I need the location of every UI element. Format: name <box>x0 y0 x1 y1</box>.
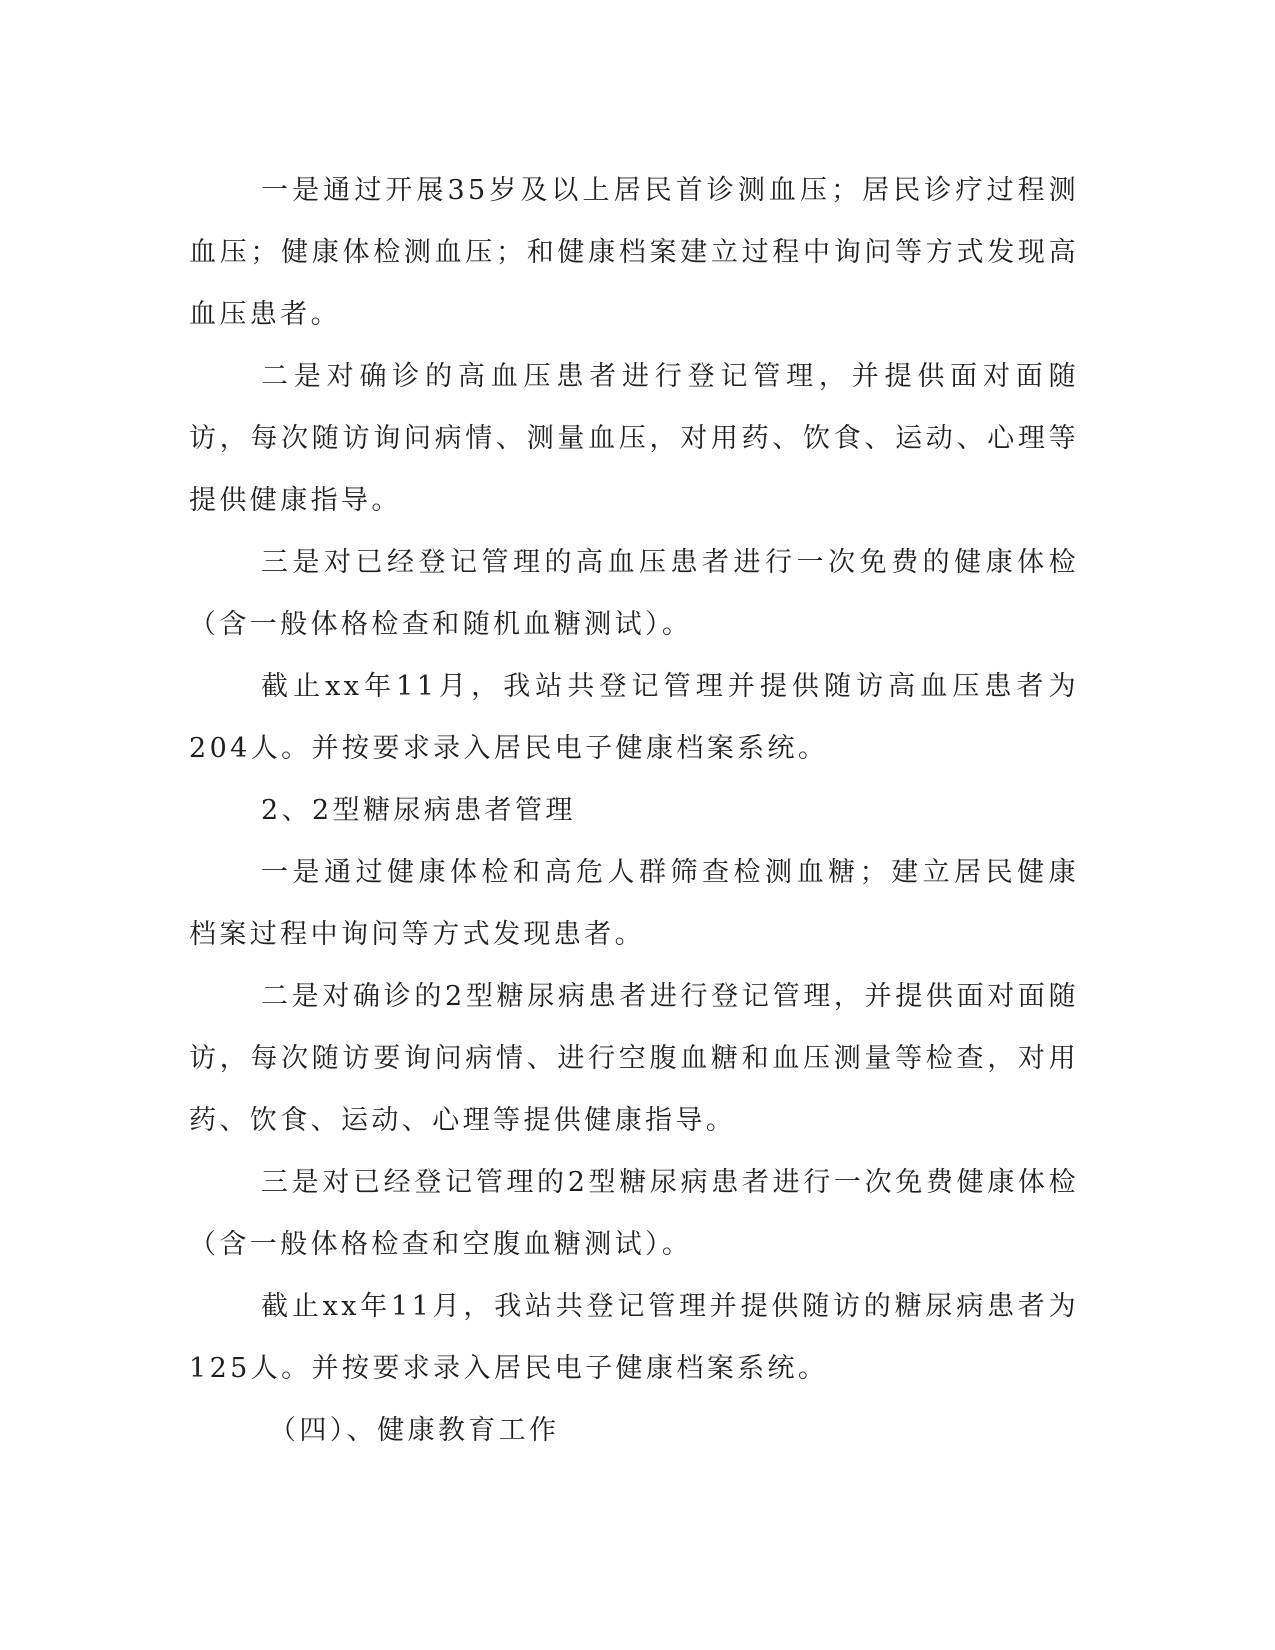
paragraph-hypertension-summary: 截止xx年11月，我站共登记管理并提供随访高血压患者为204人。并按要求录入居民电子健康档案系统。 <box>189 671 1079 764</box>
document-body <box>189 160 1079 1462</box>
paragraph-diabetes-followup: 二是对确诊的2型糖尿病患者进行登记管理，并提供面对面随访，每次随访要询问病情、进行空腹血糖和血压测量等检查，对用药、饮食、运动、心理等提供健康指导。 <box>189 981 1079 1136</box>
section-heading-health-education: （四）、健康教育工作 <box>269 1415 560 1446</box>
paragraph-diabetes-summary: 截止xx年11月，我站共登记管理并提供随访的糖尿病患者为125人。并按要求录入居民电子健康档案系统。 <box>189 1291 1079 1384</box>
paragraph-hypertension-detection: 一是通过开展35岁及以上居民首诊测血压；居民诊疗过程测血压；健康体检测血压；和健康档案建立过程中询问等方式发现高血压患者。 <box>189 175 1079 330</box>
paragraph-hypertension-checkup: 三是对已经登记管理的高血压患者进行一次免费的健康体检（含一般体格检查和随机血糖测试）。 <box>189 547 1079 640</box>
paragraph-diabetes-checkup: 三是对已经登记管理的2型糖尿病患者进行一次免费健康体检（含一般体格检查和空腹血糖测试）。 <box>189 1167 1079 1260</box>
section-heading-diabetes: 2、2型糖尿病患者管理 <box>261 795 576 826</box>
paragraph-diabetes-detection: 一是通过健康体检和高危人群筛查检测血糖；建立居民健康档案过程中询问等方式发现患者。 <box>189 857 1079 950</box>
paragraph-hypertension-followup: 二是对确诊的高血压患者进行登记管理，并提供面对面随访，每次随访询问病情、测量血压，对用药、饮食、运动、心理等提供健康指导。 <box>189 361 1079 516</box>
